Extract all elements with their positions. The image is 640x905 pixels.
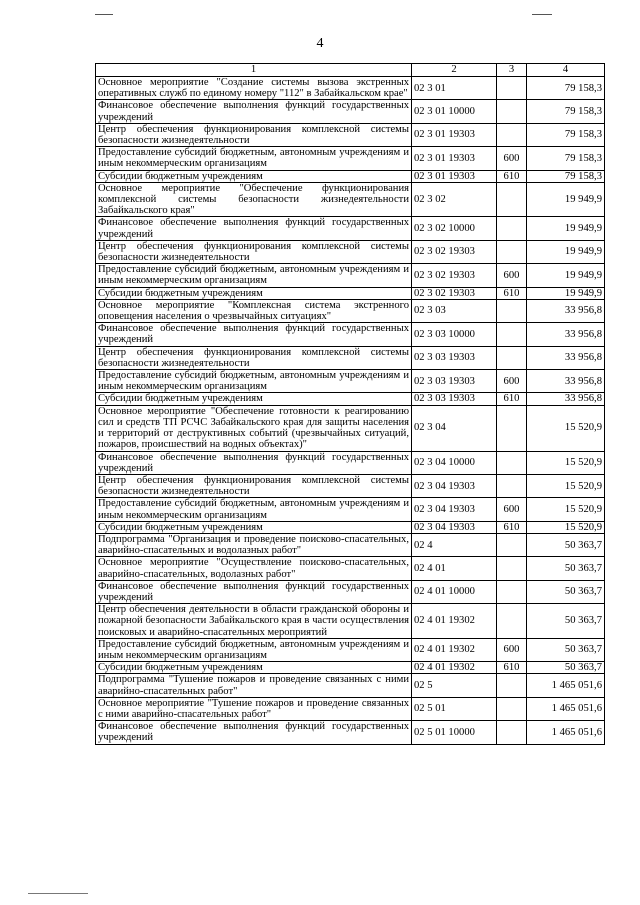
row-sum-cell: 33 956,8 bbox=[527, 370, 605, 393]
row-code-cell: 02 3 04 19303 bbox=[412, 474, 497, 497]
row-code-cell: 02 4 01 10000 bbox=[412, 580, 497, 603]
row-sum-cell: 79 158,3 bbox=[527, 100, 605, 123]
row-code-cell: 02 3 02 19303 bbox=[412, 240, 497, 263]
row-vr-cell bbox=[497, 697, 527, 720]
row-name-cell: Основное мероприятие "Обеспечение готовности к реагированию сил и средств ТП РСЧС Забайкальского края для защиты населения и территорий от деструктивных событий (чрезвычайных ситуаций, пожаров, происшествий на водных объектах)" bbox=[96, 405, 412, 451]
row-code-cell: 02 5 01 10000 bbox=[412, 721, 497, 744]
table-row bbox=[96, 346, 605, 369]
column-header-sum: 4 bbox=[527, 64, 605, 77]
table-row bbox=[96, 100, 605, 123]
row-code-cell: 02 3 03 10000 bbox=[412, 323, 497, 346]
top-rule-right bbox=[532, 14, 552, 15]
row-vr-cell: 600 bbox=[497, 370, 527, 393]
row-code-cell: 02 3 01 19303 bbox=[412, 170, 497, 182]
row-code-cell: 02 4 01 bbox=[412, 557, 497, 580]
table-row bbox=[96, 697, 605, 720]
top-rule-left bbox=[95, 14, 113, 15]
row-vr-cell bbox=[497, 721, 527, 744]
table-row bbox=[96, 604, 605, 639]
row-sum-cell: 19 949,9 bbox=[527, 217, 605, 240]
row-code-cell: 02 3 01 19303 bbox=[412, 147, 497, 170]
row-vr-cell bbox=[497, 474, 527, 497]
row-vr-cell bbox=[497, 451, 527, 474]
row-sum-cell: 15 520,9 bbox=[527, 451, 605, 474]
row-vr-cell bbox=[497, 100, 527, 123]
row-vr-cell bbox=[497, 533, 527, 556]
table-row bbox=[96, 393, 605, 405]
row-name-cell: Центр обеспечения функционирования комплексной системы безопасности жизнедеятельности bbox=[96, 123, 412, 146]
table-row bbox=[96, 533, 605, 556]
row-name-cell: Предоставление субсидий бюджетным, автономным учреждениям и иным некоммерческим организациям bbox=[96, 498, 412, 521]
row-sum-cell: 33 956,8 bbox=[527, 346, 605, 369]
row-code-cell: 02 4 bbox=[412, 533, 497, 556]
row-name-cell: Подпрограмма "Организация и проведение поисково-спасательных, аварийно-спасательных и водолазных работ" bbox=[96, 533, 412, 556]
column-header-vr: 3 bbox=[497, 64, 527, 77]
row-code-cell: 02 5 01 bbox=[412, 697, 497, 720]
row-name-cell: Предоставление субсидий бюджетным, автономным учреждениям и иным некоммерческим организациям bbox=[96, 264, 412, 287]
row-code-cell: 02 3 02 10000 bbox=[412, 217, 497, 240]
budget-table bbox=[95, 63, 605, 745]
row-vr-cell: 600 bbox=[497, 264, 527, 287]
table-row bbox=[96, 299, 605, 322]
row-vr-cell: 600 bbox=[497, 498, 527, 521]
row-name-cell: Основное мероприятие "Обеспечение функционирования комплексной системы безопасности жизнедеятельности Забайкальского края" bbox=[96, 182, 412, 217]
row-sum-cell: 15 520,9 bbox=[527, 498, 605, 521]
table-row bbox=[96, 580, 605, 603]
page-number: 4 bbox=[316, 36, 324, 51]
row-vr-cell bbox=[497, 405, 527, 451]
row-code-cell: 02 3 02 19303 bbox=[412, 264, 497, 287]
row-sum-cell: 19 949,9 bbox=[527, 287, 605, 299]
row-vr-cell: 610 bbox=[497, 287, 527, 299]
row-sum-cell: 79 158,3 bbox=[527, 123, 605, 146]
row-vr-cell: 600 bbox=[497, 147, 527, 170]
row-vr-cell bbox=[497, 674, 527, 697]
row-code-cell: 02 5 bbox=[412, 674, 497, 697]
row-sum-cell: 50 363,7 bbox=[527, 580, 605, 603]
row-code-cell: 02 3 03 19303 bbox=[412, 393, 497, 405]
table-row bbox=[96, 123, 605, 146]
row-sum-cell: 1 465 051,6 bbox=[527, 674, 605, 697]
row-name-cell: Субсидии бюджетным учреждениям bbox=[96, 521, 412, 533]
row-sum-cell: 15 520,9 bbox=[527, 521, 605, 533]
table-row bbox=[96, 638, 605, 661]
row-name-cell: Финансовое обеспечение выполнения функций государственных учреждений bbox=[96, 451, 412, 474]
row-vr-cell: 610 bbox=[497, 662, 527, 674]
row-sum-cell: 50 363,7 bbox=[527, 638, 605, 661]
table-row bbox=[96, 147, 605, 170]
row-sum-cell: 50 363,7 bbox=[527, 557, 605, 580]
table-body bbox=[96, 77, 605, 745]
row-vr-cell bbox=[497, 217, 527, 240]
row-name-cell: Субсидии бюджетным учреждениям bbox=[96, 662, 412, 674]
table-row bbox=[96, 721, 605, 744]
row-name-cell: Основное мероприятие "Создание системы вызова экстренных оперативных служб по единому номеру "112" в Забайкальском крае" bbox=[96, 77, 412, 100]
row-code-cell: 02 3 04 bbox=[412, 405, 497, 451]
table-row bbox=[96, 170, 605, 182]
row-vr-cell bbox=[497, 182, 527, 217]
row-sum-cell: 50 363,7 bbox=[527, 662, 605, 674]
row-name-cell: Субсидии бюджетным учреждениям bbox=[96, 393, 412, 405]
table-row bbox=[96, 370, 605, 393]
row-name-cell: Финансовое обеспечение выполнения функций государственных учреждений bbox=[96, 100, 412, 123]
table-row bbox=[96, 217, 605, 240]
table-row bbox=[96, 674, 605, 697]
row-code-cell: 02 3 03 19303 bbox=[412, 346, 497, 369]
row-sum-cell: 79 158,3 bbox=[527, 77, 605, 100]
row-name-cell: Предоставление субсидий бюджетным, автономным учреждениям и иным некоммерческим организациям bbox=[96, 370, 412, 393]
row-vr-cell bbox=[497, 346, 527, 369]
row-vr-cell bbox=[497, 299, 527, 322]
row-name-cell: Основное мероприятие "Осуществление поисково-спасательных, аварийно-спасательных, водолазных работ" bbox=[96, 557, 412, 580]
row-name-cell: Центр обеспечения функционирования комплексной системы безопасности жизнедеятельности bbox=[96, 474, 412, 497]
row-name-cell: Предоставление субсидий бюджетным, автономным учреждениям и иным некоммерческим организациям bbox=[96, 147, 412, 170]
row-sum-cell: 1 465 051,6 bbox=[527, 697, 605, 720]
row-code-cell: 02 3 04 19303 bbox=[412, 521, 497, 533]
row-sum-cell: 15 520,9 bbox=[527, 405, 605, 451]
row-code-cell: 02 3 02 19303 bbox=[412, 287, 497, 299]
row-name-cell: Финансовое обеспечение выполнения функций государственных учреждений bbox=[96, 217, 412, 240]
row-code-cell: 02 3 04 19303 bbox=[412, 498, 497, 521]
row-name-cell: Подпрограмма "Тушение пожаров и проведение связанных с ними аварийно-спасательных работ" bbox=[96, 674, 412, 697]
row-name-cell: Предоставление субсидий бюджетным, автономным учреждениям и иным некоммерческим организациям bbox=[96, 638, 412, 661]
table-row bbox=[96, 474, 605, 497]
row-vr-cell: 600 bbox=[497, 638, 527, 661]
table-row bbox=[96, 287, 605, 299]
row-vr-cell bbox=[497, 77, 527, 100]
row-vr-cell bbox=[497, 323, 527, 346]
row-vr-cell bbox=[497, 604, 527, 639]
row-code-cell: 02 4 01 19302 bbox=[412, 662, 497, 674]
row-name-cell: Финансовое обеспечение выполнения функций государственных учреждений bbox=[96, 721, 412, 744]
row-name-cell: Основное мероприятие "Тушение пожаров и проведение связанных с ними аварийно-спасательных работ" bbox=[96, 697, 412, 720]
row-code-cell: 02 3 04 10000 bbox=[412, 451, 497, 474]
column-header-name: 1 bbox=[96, 64, 412, 77]
row-sum-cell: 50 363,7 bbox=[527, 604, 605, 639]
row-sum-cell: 19 949,9 bbox=[527, 264, 605, 287]
row-sum-cell: 33 956,8 bbox=[527, 393, 605, 405]
table-row bbox=[96, 323, 605, 346]
row-name-cell: Субсидии бюджетным учреждениям bbox=[96, 170, 412, 182]
row-name-cell: Финансовое обеспечение выполнения функций государственных учреждений bbox=[96, 580, 412, 603]
row-sum-cell: 19 949,9 bbox=[527, 182, 605, 217]
row-name-cell: Основное мероприятие "Комплексная система экстренного оповещения населения о чрезвычайных ситуациях" bbox=[96, 299, 412, 322]
row-sum-cell: 79 158,3 bbox=[527, 170, 605, 182]
table-row bbox=[96, 264, 605, 287]
row-vr-cell: 610 bbox=[497, 521, 527, 533]
row-sum-cell: 1 465 051,6 bbox=[527, 721, 605, 744]
row-name-cell: Центр обеспечения функционирования комплексной системы безопасности жизнедеятельности bbox=[96, 346, 412, 369]
bottom-rule bbox=[28, 893, 88, 894]
row-name-cell: Центр обеспечения деятельности в области гражданской обороны и пожарной безопасности Забайкальского края в части осуществления поисковых и аварийно-спасательных мероприятий bbox=[96, 604, 412, 639]
row-name-cell: Субсидии бюджетным учреждениям bbox=[96, 287, 412, 299]
row-code-cell: 02 4 01 19302 bbox=[412, 638, 497, 661]
table-row bbox=[96, 498, 605, 521]
row-code-cell: 02 3 02 bbox=[412, 182, 497, 217]
row-code-cell: 02 3 01 bbox=[412, 77, 497, 100]
column-header-code: 2 bbox=[412, 64, 497, 77]
table-row bbox=[96, 240, 605, 263]
table-row bbox=[96, 557, 605, 580]
table-row bbox=[96, 182, 605, 217]
row-vr-cell bbox=[497, 240, 527, 263]
table-row bbox=[96, 77, 605, 100]
row-vr-cell bbox=[497, 580, 527, 603]
row-code-cell: 02 3 03 bbox=[412, 299, 497, 322]
row-sum-cell: 19 949,9 bbox=[527, 240, 605, 263]
row-sum-cell: 79 158,3 bbox=[527, 147, 605, 170]
row-sum-cell: 33 956,8 bbox=[527, 299, 605, 322]
table-row bbox=[96, 662, 605, 674]
row-vr-cell bbox=[497, 557, 527, 580]
row-sum-cell: 15 520,9 bbox=[527, 474, 605, 497]
row-sum-cell: 33 956,8 bbox=[527, 323, 605, 346]
table-row bbox=[96, 451, 605, 474]
row-code-cell: 02 3 03 19303 bbox=[412, 370, 497, 393]
row-vr-cell: 610 bbox=[497, 170, 527, 182]
row-vr-cell bbox=[497, 123, 527, 146]
row-name-cell: Финансовое обеспечение выполнения функций государственных учреждений bbox=[96, 323, 412, 346]
row-code-cell: 02 3 01 10000 bbox=[412, 100, 497, 123]
header-row bbox=[96, 64, 605, 77]
row-vr-cell: 610 bbox=[497, 393, 527, 405]
row-code-cell: 02 4 01 19302 bbox=[412, 604, 497, 639]
row-name-cell: Центр обеспечения функционирования комплексной системы безопасности жизнедеятельности bbox=[96, 240, 412, 263]
row-code-cell: 02 3 01 19303 bbox=[412, 123, 497, 146]
table-row bbox=[96, 521, 605, 533]
row-sum-cell: 50 363,7 bbox=[527, 533, 605, 556]
table-row bbox=[96, 405, 605, 451]
